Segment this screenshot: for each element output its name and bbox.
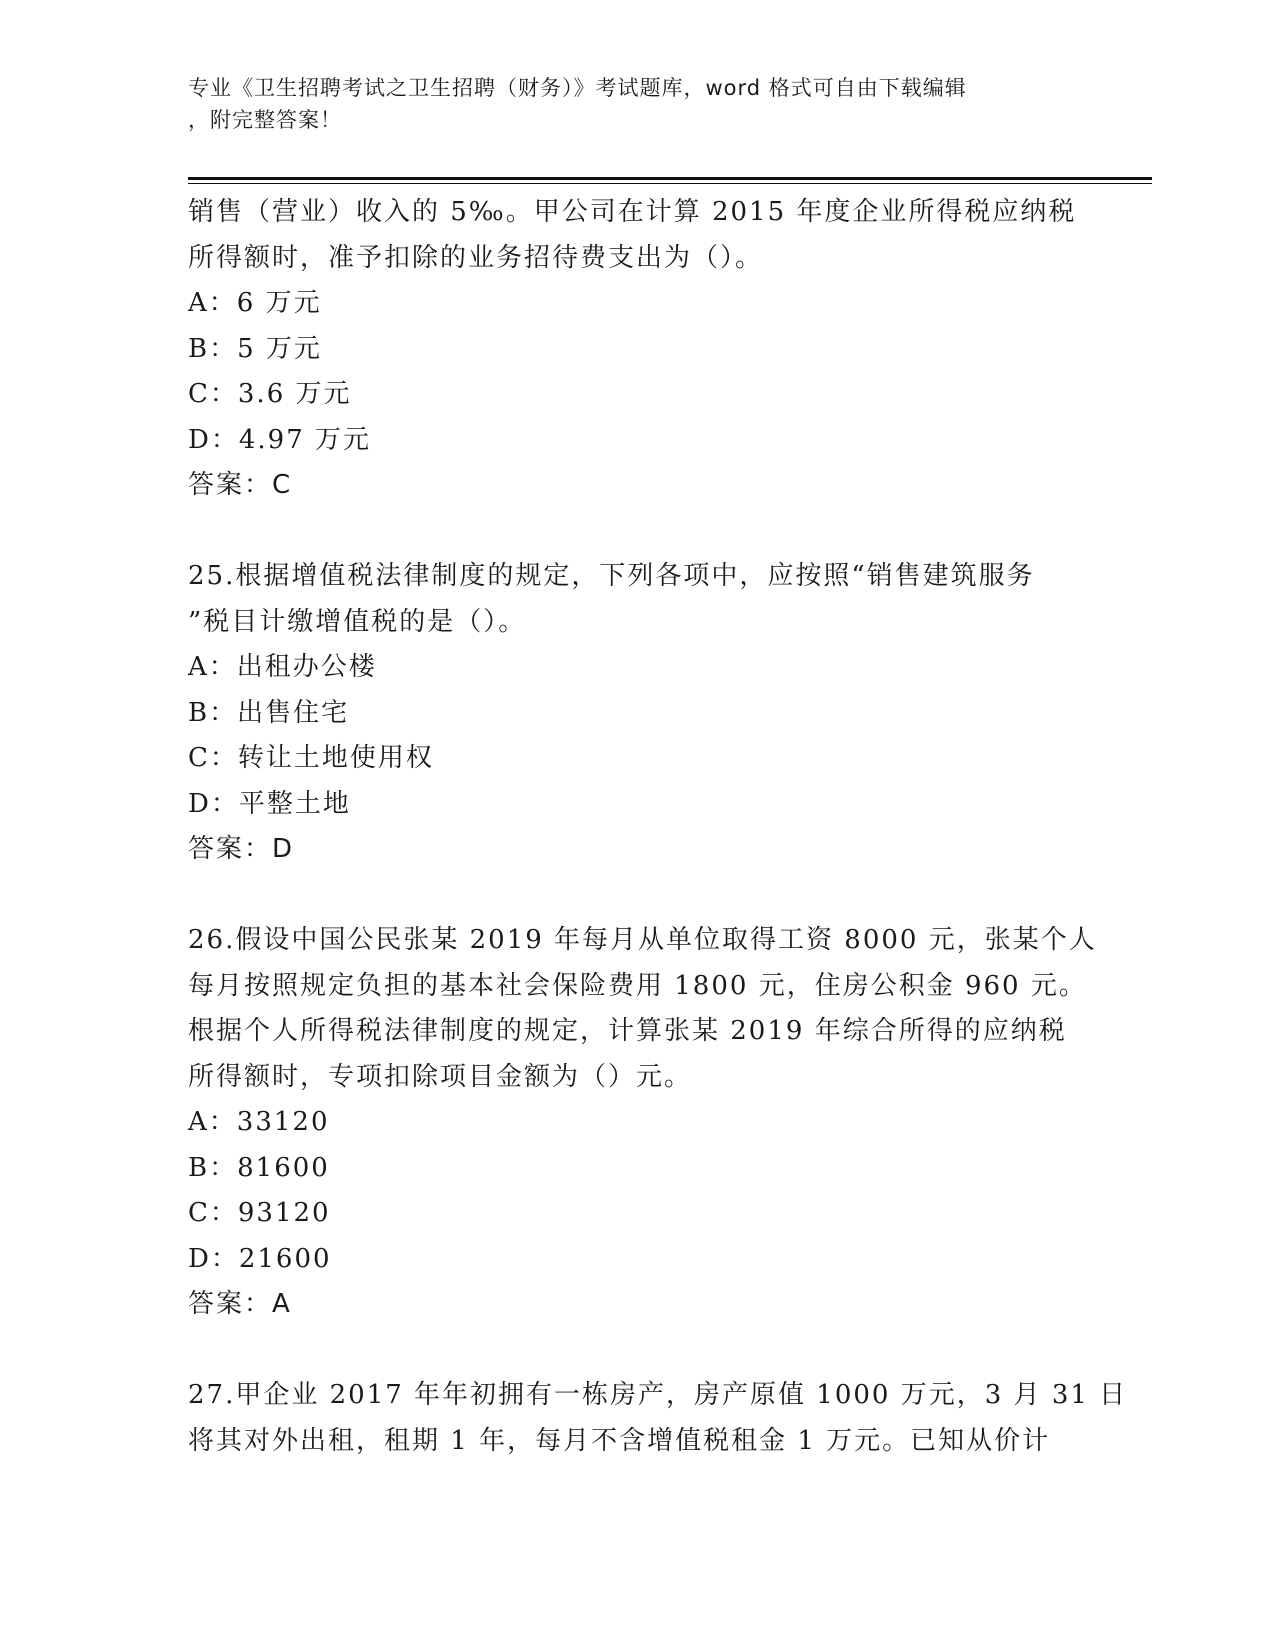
question-text-line: 将其对外出租，租期 1 年，每月不含增值税租金 1 万元。已知从价计	[188, 1425, 1051, 1456]
header-rule-thin	[188, 183, 1152, 184]
question-text-line: 所得额时，准予扣除的业务招待费支出为（）。	[188, 242, 764, 273]
option-d: D：4.97 万元	[188, 424, 372, 455]
spacer	[188, 509, 1088, 555]
document-body	[188, 190, 1128, 1464]
option-b: B：出售住宅	[188, 697, 350, 728]
header-rule-thick	[188, 177, 1152, 180]
answer-line: 答案：C	[188, 470, 293, 500]
option-d: D：平整土地	[188, 788, 351, 819]
question-text-line: 所得额时，专项扣除项目金额为（）元。	[188, 1061, 693, 1092]
question-text-line: 销售（营业）收入的 5‰。甲公司在计算 2015 年度企业所得税应纳税	[188, 197, 1077, 227]
option-b: B：5 万元	[188, 333, 322, 364]
question-text-line: 26.假设中国公民张某 2019 年每月从单位取得工资 8000 元，张某个人	[188, 925, 1097, 955]
answer-line: 答案：A	[188, 1289, 292, 1319]
spacer	[188, 873, 1088, 919]
option-a: A：6 万元	[188, 288, 322, 318]
question-27	[188, 1373, 1128, 1464]
question-text-line: ”税目计缴增值税的是（）。	[188, 606, 527, 637]
option-c: C：转让土地使用权	[188, 743, 434, 773]
question-text-line: 根据个人所得税法律制度的规定，计算张某 2019 年综合所得的应纳税	[188, 1016, 1067, 1046]
option-b: B：81600	[188, 1152, 330, 1183]
option-c: C：93120	[188, 1198, 331, 1228]
spacer	[188, 1328, 1088, 1374]
question-text-line: 每月按照规定负担的基本社会保险费用 1800 元，住房公积金 960 元。	[188, 970, 1087, 1001]
option-d: D：21600	[188, 1243, 332, 1274]
header-line-2: ，附完整答案！	[188, 108, 342, 132]
question-26	[188, 918, 1097, 1328]
header-line-1: 专业《卫生招聘考试之卫生招聘（财务）》考试题库，word 格式可自由下载编辑	[188, 76, 967, 100]
question-24	[188, 190, 1088, 509]
option-c: C：3.6 万元	[188, 379, 352, 409]
answer-line: 答案：D	[188, 834, 295, 864]
question-text-line: 25.根据增值税法律制度的规定，下列各项中，应按照“销售建筑服务	[188, 561, 1035, 591]
option-a: A：出租办公楼	[188, 652, 377, 682]
document-header	[188, 72, 1068, 136]
question-25	[188, 554, 1088, 873]
option-a: A：33120	[188, 1107, 330, 1137]
question-text-line: 27.甲企业 2017 年年初拥有一栋房产，房产原值 1000 万元，3 月 31 日	[188, 1380, 1128, 1410]
